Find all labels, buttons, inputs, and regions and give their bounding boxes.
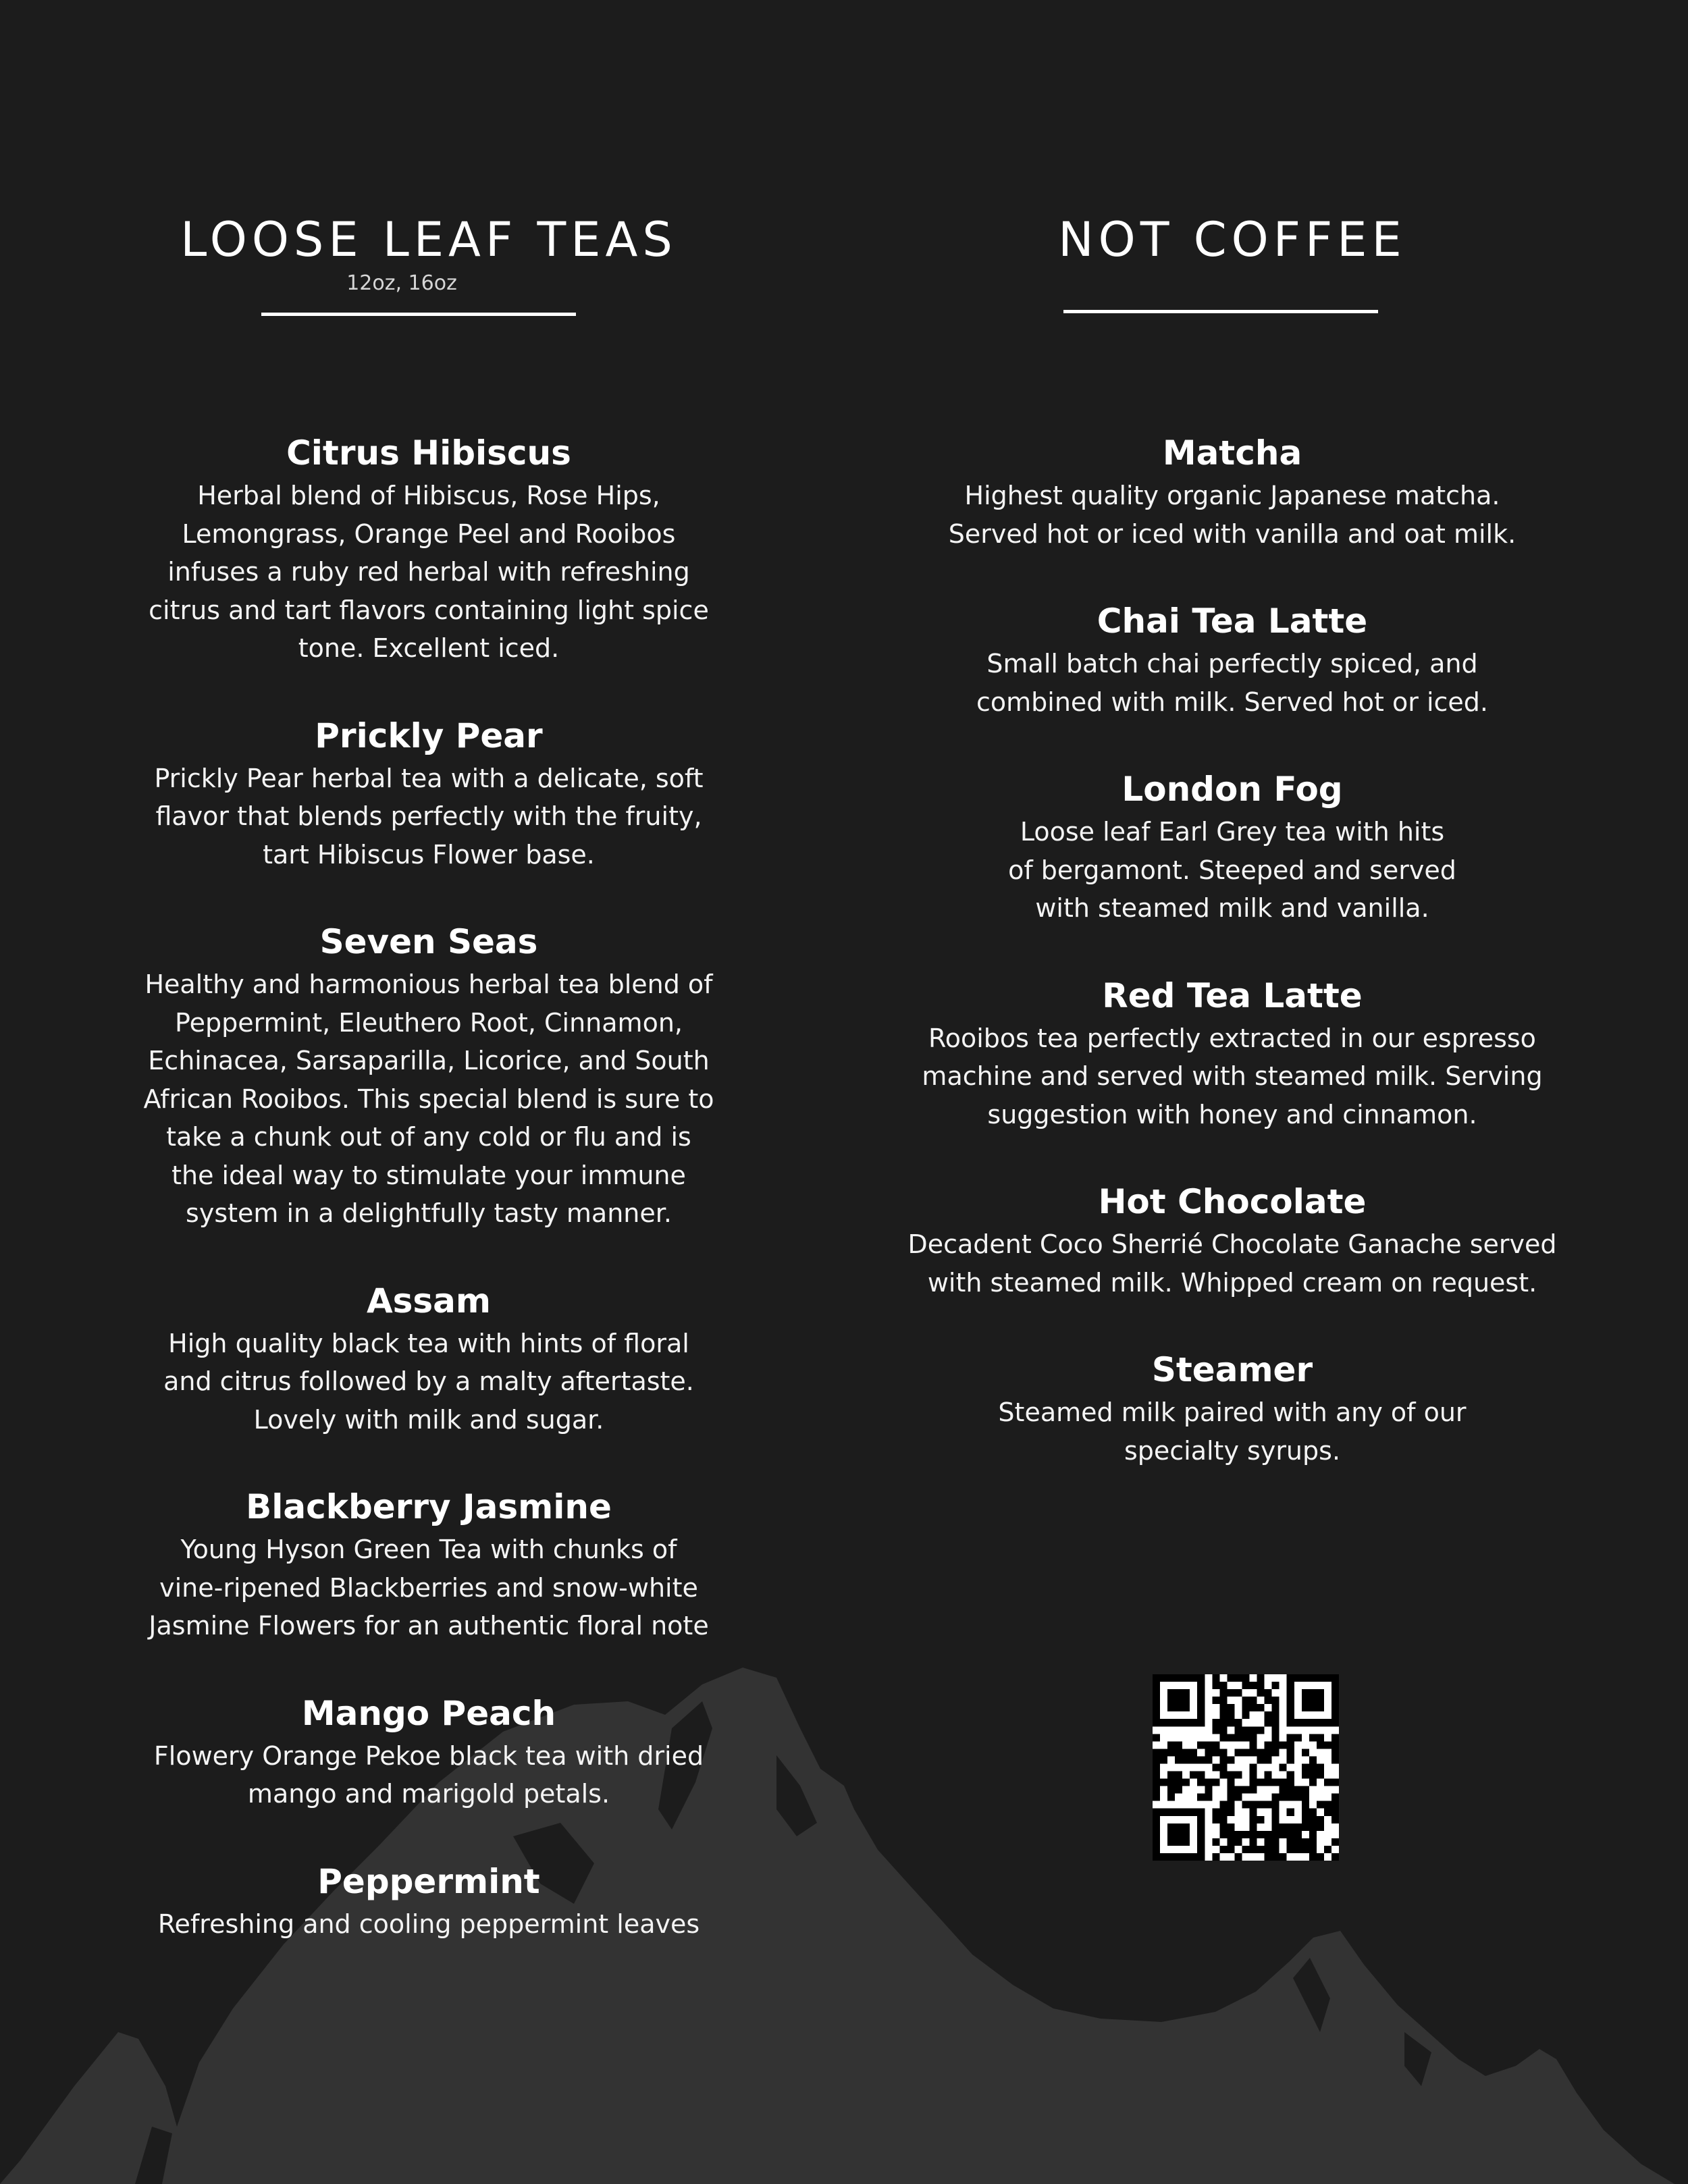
item-name: Red Tea Latte bbox=[1102, 976, 1363, 1015]
item-description bbox=[878, 813, 1587, 928]
description-line: Prickly Pear herbal tea with a delicate, soft bbox=[154, 763, 704, 793]
item-name: Seven Seas bbox=[319, 922, 538, 961]
qr-code-icon[interactable] bbox=[1153, 1674, 1339, 1861]
description-line: the ideal way to stimulate your immune bbox=[172, 1160, 686, 1190]
description-line: Young Hyson Green Tea with chunks of bbox=[180, 1535, 677, 1564]
menu-item bbox=[95, 918, 763, 1233]
item-description bbox=[878, 477, 1587, 553]
item-name: Hot Chocolate bbox=[1098, 1182, 1367, 1221]
item-name: Mango Peach bbox=[301, 1693, 556, 1733]
menu-item bbox=[95, 1483, 763, 1645]
menu-item bbox=[878, 972, 1587, 1134]
description-line: Loose leaf Earl Grey tea with hits bbox=[1020, 817, 1445, 847]
description-line: system in a delightfully tasty manner. bbox=[186, 1198, 672, 1228]
description-line: Healthy and harmonious herbal tea blend of bbox=[144, 969, 713, 999]
description-line: Jasmine Flowers for an authentic floral note bbox=[149, 1611, 709, 1641]
item-name: London Fog bbox=[1122, 770, 1343, 809]
item-description bbox=[95, 1737, 763, 1813]
menu-item bbox=[878, 597, 1587, 721]
description-line: machine and served with steamed milk. Serving bbox=[922, 1061, 1543, 1091]
item-name: Prickly Pear bbox=[315, 716, 543, 755]
description-line: Steamed milk paired with any of our bbox=[998, 1397, 1467, 1427]
section-title: LOOSE LEAF TEAS bbox=[180, 212, 677, 267]
menu-item bbox=[878, 1178, 1587, 1302]
description-line: combined with milk. Served hot or iced. bbox=[976, 687, 1488, 717]
description-line: citrus and tart flavors containing light spice bbox=[149, 595, 709, 625]
menu-item bbox=[95, 429, 763, 668]
description-line: tart Hibiscus Flower base. bbox=[263, 839, 595, 870]
description-line: suggestion with honey and cinnamon. bbox=[987, 1099, 1477, 1129]
description-line: with steamed milk. Whipped cream on request. bbox=[927, 1267, 1537, 1298]
description-line: tone. Excellent iced. bbox=[298, 633, 560, 663]
description-line: Refreshing and cooling peppermint leaves bbox=[157, 1909, 700, 1939]
item-name: Assam bbox=[366, 1281, 492, 1321]
item-name: Chai Tea Latte bbox=[1097, 602, 1368, 641]
menu-item bbox=[95, 712, 763, 874]
item-description bbox=[878, 1393, 1587, 1470]
description-line: Rooibos tea perfectly extracted in our espresso bbox=[928, 1023, 1536, 1053]
item-description bbox=[878, 1225, 1587, 1302]
description-line: Echinacea, Sarsaparilla, Licorice, and South bbox=[148, 1046, 710, 1075]
description-line: High quality black tea with hints of floral bbox=[168, 1328, 689, 1358]
menu-list bbox=[878, 429, 1587, 1514]
item-description bbox=[95, 1530, 763, 1645]
section-title: NOT COFFEE bbox=[1058, 212, 1406, 267]
item-description bbox=[95, 1905, 763, 1944]
description-line: African Rooibos. This special blend is sure to bbox=[143, 1084, 714, 1114]
menu-item bbox=[95, 1858, 763, 1944]
divider bbox=[261, 313, 576, 316]
item-description bbox=[95, 477, 763, 668]
description-line: Lemongrass, Orange Peel and Rooibos bbox=[182, 518, 676, 549]
description-line: with steamed milk and vanilla. bbox=[1035, 893, 1429, 923]
item-name: Steamer bbox=[1151, 1350, 1313, 1389]
menu-item bbox=[878, 1346, 1587, 1470]
description-line: Peppermint, Eleuthero Root, Cinnamon, bbox=[175, 1007, 683, 1038]
menu-item bbox=[878, 429, 1587, 553]
description-line: flavor that blends perfectly with the fruity, bbox=[155, 801, 702, 831]
description-line: take a chunk out of any cold or flu and is bbox=[166, 1122, 691, 1152]
description-line: Lovely with milk and sugar. bbox=[253, 1404, 604, 1435]
menu-item bbox=[878, 766, 1587, 928]
description-line: Decadent Coco Sherrié Chocolate Ganache served bbox=[907, 1229, 1557, 1259]
description-line: Herbal blend of Hibiscus, Rose Hips, bbox=[197, 481, 660, 510]
item-description bbox=[878, 1019, 1587, 1134]
menu-list bbox=[95, 429, 763, 1988]
item-name: Matcha bbox=[1162, 433, 1302, 473]
item-description bbox=[95, 1325, 763, 1439]
description-line: infuses a ruby red herbal with refreshing bbox=[167, 557, 690, 587]
item-description bbox=[95, 965, 763, 1233]
item-name: Peppermint bbox=[317, 1861, 540, 1901]
description-line: Highest quality organic Japanese matcha. bbox=[964, 481, 1500, 510]
description-line: Served hot or iced with vanilla and oat milk. bbox=[948, 518, 1516, 549]
item-name: Blackberry Jasmine bbox=[246, 1487, 612, 1526]
item-description bbox=[95, 760, 763, 874]
description-line: of bergamont. Steeped and served bbox=[1008, 855, 1456, 885]
item-description bbox=[878, 645, 1587, 721]
description-line: Small batch chai perfectly spiced, and bbox=[986, 649, 1478, 678]
description-line: Flowery Orange Pekoe black tea with dried bbox=[153, 1740, 704, 1771]
item-name: Citrus Hibiscus bbox=[286, 433, 571, 473]
description-line: vine-ripened Blackberries and snow-white bbox=[159, 1572, 698, 1603]
menu-item bbox=[95, 1690, 763, 1813]
menu-item bbox=[95, 1277, 763, 1439]
description-line: and citrus followed by a malty aftertaste. bbox=[163, 1366, 694, 1396]
description-line: mango and marigold petals. bbox=[247, 1779, 610, 1809]
divider bbox=[1063, 310, 1378, 313]
description-line: specialty syrups. bbox=[1124, 1435, 1341, 1466]
size-options: 12oz, 16oz bbox=[346, 271, 457, 295]
